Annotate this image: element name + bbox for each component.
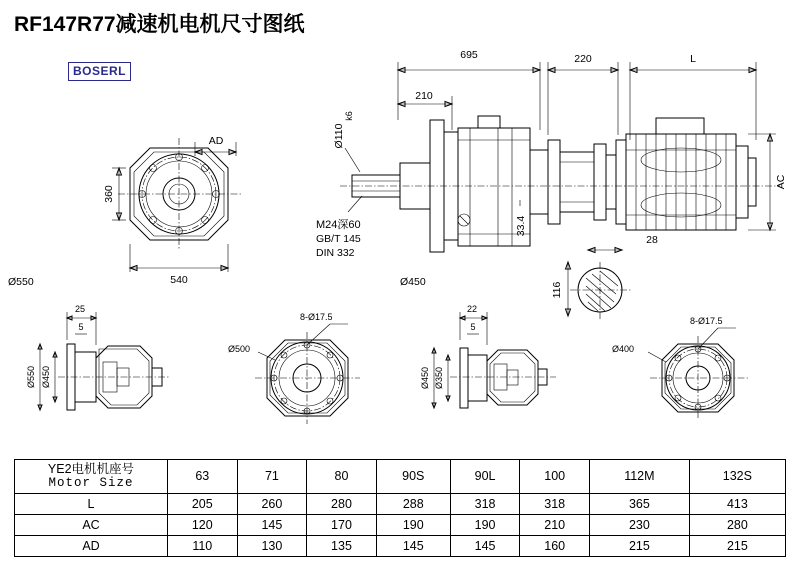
gearbox-motor-adapter [530,140,616,224]
row-header-motor-size [15,460,168,494]
table-cell: 318 [450,493,520,514]
table-cell: 90S [376,460,450,494]
thread-spec-3: DIN 332 [316,247,355,259]
dimension-d110 [333,111,360,172]
row-header-en: Motor Size [48,476,134,491]
dimension-220-label: 220 [574,53,592,65]
table-cell: 145 [376,535,450,556]
table-cell: 90L [450,460,520,494]
table-cell: 215 [689,535,785,556]
row-header-L: L [15,493,168,514]
table-cell: 145 [237,514,307,535]
dimension-28-label: 28 [646,234,658,246]
table-cell: 112M [589,460,689,494]
dimension-d450a-label: Ø450 [41,365,51,389]
dimension-d110-tol: k6 [344,111,354,121]
table-cell: 288 [376,493,450,514]
dimension-550-label: Ø550 [8,276,34,288]
table-row [15,493,786,514]
dimension-450-label: Ø450 [400,276,426,288]
table-cell: 413 [689,493,785,514]
table-row [15,535,786,556]
view-left-section [26,304,170,410]
table-cell: 280 [689,514,785,535]
table-cell: 190 [376,514,450,535]
table-row [15,514,786,535]
dimension-116-label: 116 [551,281,563,299]
dimension-210-label: 210 [415,90,433,102]
gearbox-front-view [103,135,242,286]
dimension-AD-label: AD [208,135,224,147]
hole-callout-left: 8-Ø17.5 [300,312,333,322]
thread-callout [316,196,362,259]
hole-callout-right: 8-Ø17.5 [690,316,723,326]
table-cell: 130 [237,535,307,556]
brand-logo: BOSERL [68,62,131,81]
page-title: RF147R77减速机电机尺寸图纸 [14,13,305,36]
dimension-33-4-label: 33.4 [515,215,527,237]
dimension-695-label: 695 [460,49,478,61]
table-cell: 170 [307,514,377,535]
shaft-cross-section [551,234,658,320]
row-header-cn: YE2电机机座号 [47,462,135,476]
motor-size-table [14,459,786,557]
table-cell: 210 [520,514,590,535]
table-cell: 132S [689,460,785,494]
dimension-5a-label: 5 [78,322,84,332]
row-header-AC: AC [15,514,168,535]
thread-spec-2: GB/T 145 [316,233,361,245]
dimension-22-label: 22 [466,304,478,314]
table-cell: 280 [307,493,377,514]
view-flange-500 [228,312,360,424]
dimension-L [630,53,756,140]
dimension-33-4 [515,200,527,236]
dimension-d350-label: Ø350 [434,366,444,390]
dimension-220 [548,53,618,135]
table-cell: 71 [237,460,307,494]
view-flange-400 [612,316,748,420]
table-cell: 120 [168,514,238,535]
dimension-AC-label: AC [775,174,787,190]
table-cell: 205 [168,493,238,514]
dimension-d550-label: Ø550 [26,365,36,389]
dimension-L-label: L [690,53,696,65]
table-cell: 80 [307,460,377,494]
table-cell: 145 [450,535,520,556]
dimension-d110-label: Ø110 [333,123,345,149]
table-cell: 318 [520,493,590,514]
electric-motor [616,118,756,230]
table-cell: 260 [237,493,307,514]
dimension-500-label: Ø500 [228,344,251,354]
dimension-25-label: 25 [74,304,86,314]
table-cell: 110 [168,535,238,556]
row-header-AD: AD [15,535,168,556]
table-row [15,460,786,494]
dimension-540-label: 540 [170,274,188,286]
thread-spec-1: M24深60 [316,219,361,231]
table-cell: 160 [520,535,590,556]
dimension-5b-label: 5 [470,322,476,332]
table-cell: 215 [589,535,689,556]
view-right-section [420,304,556,408]
table-cell: 63 [168,460,238,494]
table-cell: 230 [589,514,689,535]
dimension-400-label: Ø400 [612,344,635,354]
dimension-AC [748,134,787,230]
dimension-d450b-label: Ø450 [420,366,430,390]
table-cell: 190 [450,514,520,535]
table-cell: 365 [589,493,689,514]
table-cell: 100 [520,460,590,494]
dimension-360-label: 360 [103,185,115,203]
table-cell: 135 [307,535,377,556]
